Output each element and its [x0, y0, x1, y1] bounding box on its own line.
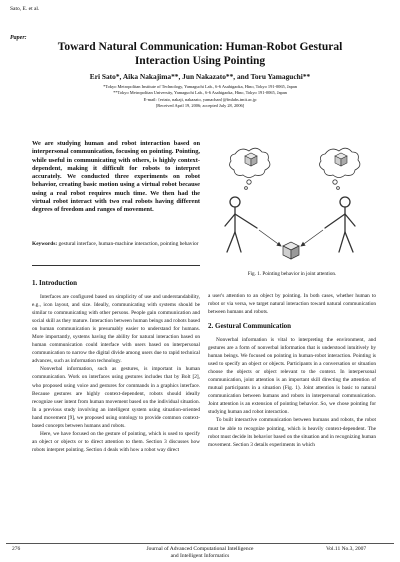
running-head: Sato, E. et al. [10, 6, 40, 12]
section-heading-gestural-communication: 2. Gestural Communication [208, 322, 292, 330]
paper-label: Paper: [10, 35, 27, 41]
human-figure-icon [225, 197, 257, 252]
introduction-body [32, 293, 200, 454]
robot-figure-icon [325, 197, 355, 252]
keywords-label: Keywords: [32, 241, 58, 247]
affiliation-2: **Tokyo Metropolitan University, Yamaguchi Lab., 6-6 Asahigaoka, Hino, Tokyo 191-0065, Japan [113, 90, 287, 96]
cube-icon [245, 153, 257, 166]
introduction-continued [208, 292, 376, 316]
abstract-rule [32, 265, 200, 266]
affiliation-1: *Tokyo Metropolitan Institute of Technology, Yamaguchi Lab., 6-6 Asahigaoka, Hino, Tokyo 191-0065, Japan [103, 84, 297, 89]
journal-line-1: Journal of Advanced Computational Intelligence [146, 546, 254, 552]
cube-icon [283, 242, 299, 259]
title-line-2: Interaction Using Pointing [134, 54, 266, 67]
keywords [32, 241, 200, 248]
section-heading-introduction: 1. Introduction [32, 279, 77, 287]
figure-caption: Fig. 1. Pointing behavior in joint attention. [247, 271, 337, 277]
cube-icon [335, 153, 347, 166]
title-line-1: Toward Natural Communication: Human-Robot Gestural [57, 41, 343, 53]
authors: Eri Sato*, Aika Nakajima**, Jun Nakazato**, and Toru Yamaguchi** [89, 72, 311, 81]
email-line: E-mail: {eriato, nakaji, nakazato, yamachan}@fmlabs.tmit.ac.jp [143, 96, 257, 102]
pointing-illustration [205, 140, 377, 268]
affiliations [20, 84, 380, 109]
paragraph: Here, we have focused on the gesture of pointing, which is used to specify an object or objects or to direct attention to them. Section 3 discusses how robots interpret pointing. Section 4 deals with how a robot way direct [32, 430, 200, 453]
journal-name [120, 546, 280, 560]
page-number: 276 [12, 546, 21, 552]
paragraph: a user's attention to an object by pointing. In both cases, whether human to robot or via versa, we target natural interaction toward natural communication between humans and robots. [208, 293, 376, 316]
footer-rule [6, 543, 394, 544]
gestural-communication-body [208, 336, 376, 449]
received-dates: [Received April 19, 2006; accepted July 28, 2006] [155, 102, 245, 108]
paragraph: To built interactive communication between humans and robots, the robot must be able to recognize pointing, which is heavily context-dependent. The robot must decide its behavior based on the situation and in recognizing human movement. Section 3 details experiments in which [208, 417, 376, 448]
paragraph: Nonverbal information, such as gestures, is important in human communication. Work on interfaces using gestures includes that by Bolt [2], who proposed using voice and gestures for commands in a graphics interface. Because gestures are highly context-dependent, robots should ideally recognize user intent from human movement based on the individual situation. In a previous study involving an intelligent system using situation-oriented hand movement [9], we proposed using ontology to provide common context-based concepts between humans and robots. [32, 366, 200, 429]
paragraph: Nonverbal information is vital to interpreting the environment, and gestures are a form of nonverbal information that is understood intuitively by human beings. We focused on pointing in human-robot interaction. Pointing is used to specify an object or objects. Participants in a conversation or situation choose the objects or object relevant to the context. In interpersonal communication, joint attention is an important skill directing the attention of mutual participants in a situation (Fig. 1). Joint attention is basic to natural communication between humans and robots in interpersonal communication. Joint attention is an extension of pointing behavior. So, we chose pointing for studying human and robot interaction. [208, 337, 376, 416]
volume-info: Vol.11 No.3, 2007 [326, 546, 367, 552]
figure-1 [205, 140, 377, 268]
abstract: We are studying human and robot interaction based on interpersonal communication, focusing on pointing. Pointing, while useful in communicating with others, is highly context-dependent, making it difficult for robots to interpret accurately. We conducted three experiments on robot behavior, creating basic motion using a virtual robot because using a real robot requires much time. We then had the virtual robot interact with two real robots having different degrees of freedom and ranges of movement. [32, 140, 200, 214]
keywords-text: gestural interface, human-machine interaction, pointing behavior [58, 241, 199, 247]
journal-line-2: and Intelligent Informatics [170, 553, 230, 559]
paper-title [20, 41, 380, 68]
paragraph: Interfaces are configured based on simplicity of use and understandability, e.g., icon layout, and size. Ideally, communicating with systems should be similar to communicating with other persons. People gain communication and social skill as they mature. Interaction between human beings and robots based on human communication is presumably easier to understand for humans. More importantly, systems having the ability for natural interaction based on human communication could interface with users based on interpersonal communication to narrow the digital divide among users due to rapid technical advances, such as information technology. [32, 294, 200, 365]
